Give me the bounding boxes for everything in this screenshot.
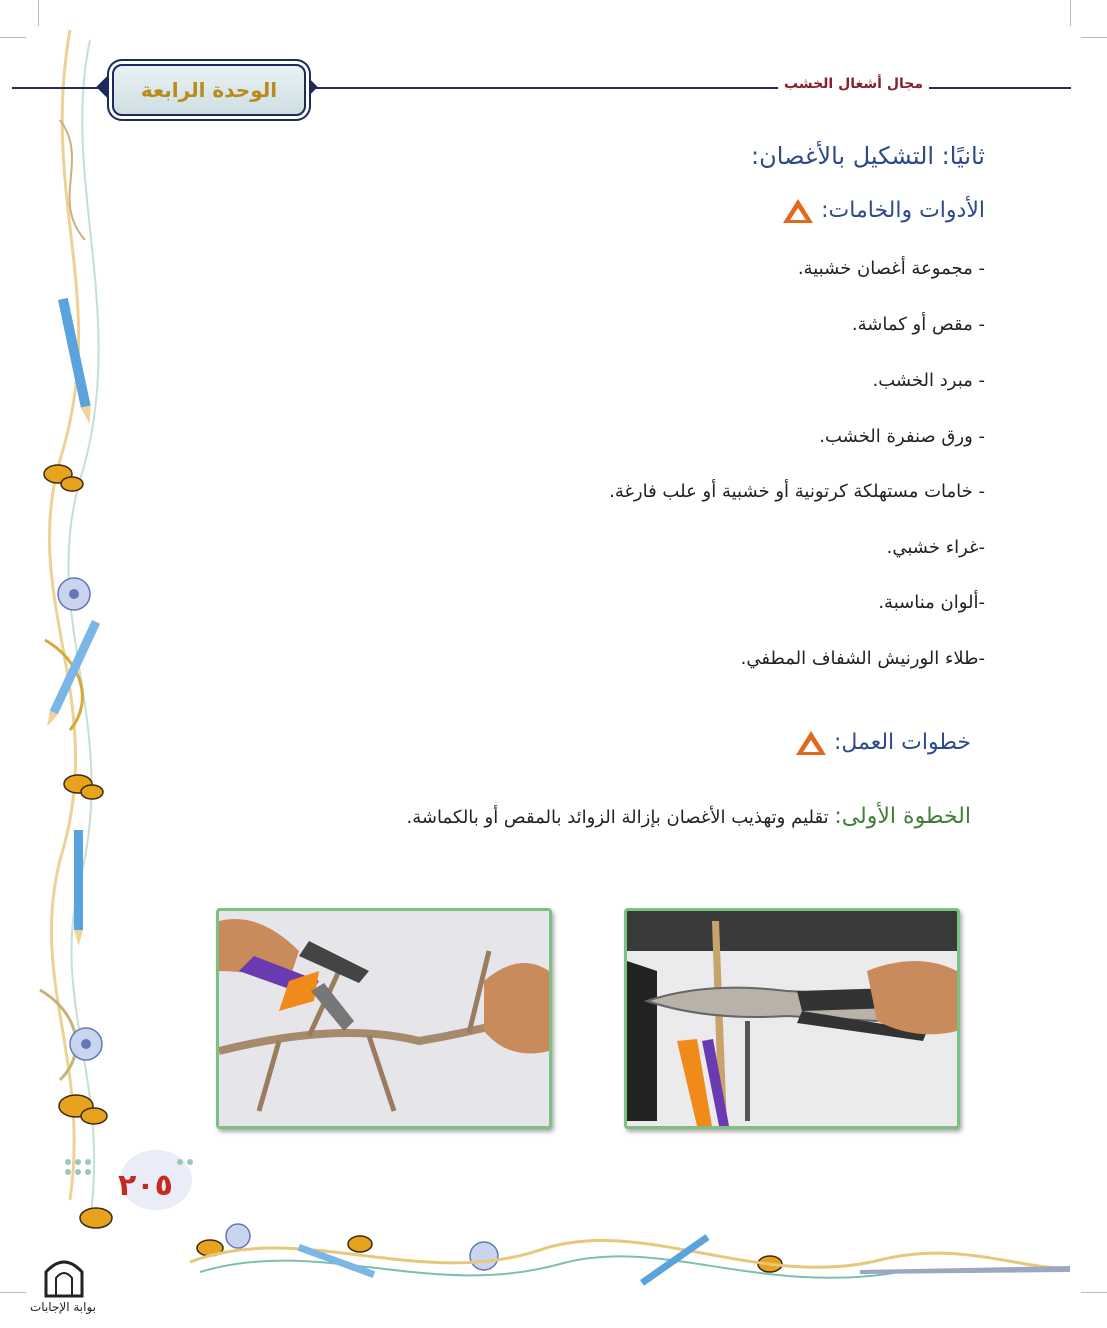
list-item: - خامات مستهلكة كرتونية أو خشبية أو علب فارغة. (609, 481, 985, 502)
section-heading: ثانيًا: التشكيل بالأغصان: (751, 142, 985, 170)
list-item: -غراء خشبي. (886, 537, 985, 558)
tools-heading-label: الأدوات والخامات: (821, 198, 985, 223)
tools-heading (783, 198, 985, 223)
list-item: - مجموعة أغصان خشبية. (797, 258, 985, 279)
site-name: بوابة الإجابات (30, 1300, 97, 1314)
orange-triangle-icon (783, 199, 813, 223)
orange-triangle-icon (796, 731, 826, 755)
pencil-icon (58, 298, 94, 425)
step-one-text: تقليم وتهذيب الأغصان بإزالة الزوائد بالمقص أو بالكماشة. (406, 807, 835, 828)
page-number: ٢٠٥ (118, 1168, 173, 1203)
photo-pruning-shears (624, 908, 960, 1129)
domain-title: مجال أشغال الخشب (778, 76, 929, 92)
unit-title: الوحدة الرابعة (140, 78, 278, 102)
list-item: - مبرد الخشب. (872, 370, 985, 391)
pliers-cutting-branch-photo (219, 911, 549, 1126)
pencil-icon (74, 830, 83, 946)
pruning-shears-photo (627, 911, 957, 1126)
pencil-icon (640, 1234, 710, 1286)
list-item: - ورق صنفرة الخشب. (819, 426, 985, 447)
step-one-label: الخطوة الأولى: (834, 804, 971, 829)
steps-heading-label: خطوات العمل: (833, 730, 971, 755)
list-item: -طلاء الورنيش الشفاف المطفي. (740, 648, 985, 669)
list-item: - مقص أو كماشة. (851, 314, 985, 335)
list-item: -ألوان مناسبة. (878, 592, 985, 613)
photo-pliers-cutting-branch (216, 908, 552, 1129)
unit-badge (112, 64, 306, 116)
steps-heading (796, 730, 971, 755)
site-logo-icon (46, 1262, 82, 1296)
step-one (407, 804, 971, 829)
